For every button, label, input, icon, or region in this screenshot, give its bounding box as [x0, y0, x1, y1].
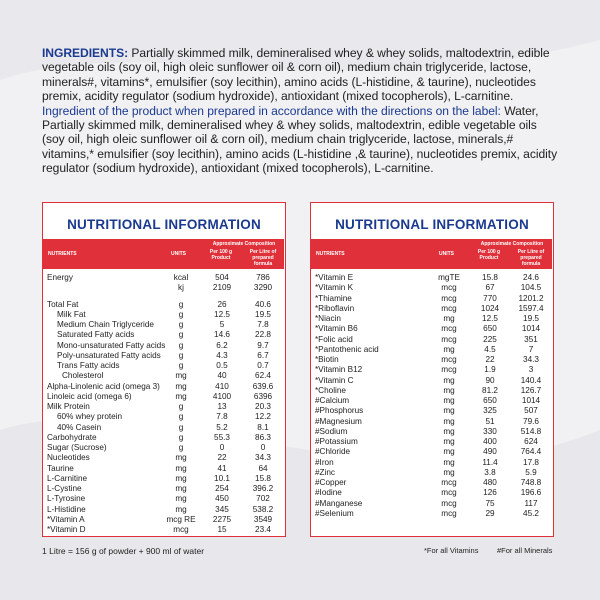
perlitre-value: 23.4 — [255, 525, 271, 534]
perlitre-value: 6.7 — [257, 350, 269, 360]
per100-value: 4.5 — [484, 344, 496, 354]
perlitre-value: 196.6 — [520, 488, 542, 498]
nutrient-name: #Calcium — [315, 396, 350, 405]
per100-value: 5 — [219, 320, 225, 329]
unit-cell: g — [178, 422, 184, 432]
perlitre-value: 22.8 — [255, 330, 271, 340]
unit-cell: mcg RE — [166, 514, 196, 524]
unit-cell: g — [178, 443, 184, 452]
per100-value: 504 — [215, 273, 229, 282]
per100-value: 650 — [483, 324, 497, 334]
nutrient-name: *Vitamin B6 — [315, 324, 358, 334]
nutrient-name: Milk Fat — [57, 309, 86, 319]
unit-cell: mg — [443, 447, 455, 457]
table-row — [43, 300, 284, 310]
nutrient-name: *Vitamin A — [47, 514, 85, 524]
perlitre-value: 45.2 — [523, 508, 539, 518]
perlitre-value: 12.2 — [255, 412, 271, 422]
per100-value: 1024 — [480, 303, 500, 313]
unit-cell: mg — [443, 467, 455, 477]
nutrient-name: Taurine — [47, 463, 74, 473]
nutrient-name: L-Carnitine — [47, 473, 88, 483]
nutrient-name: #Phosphorus — [315, 406, 364, 416]
unit-cell: g — [178, 361, 184, 370]
perlitre-value: 17.8 — [523, 457, 539, 467]
nutrient-name: #Iron — [315, 457, 334, 467]
perlitre-value: 538.2 — [252, 504, 274, 514]
perlitre-value: 7 — [528, 344, 534, 354]
header-units: UNITS — [171, 251, 186, 257]
nutrition-table-right — [310, 202, 554, 537]
perlitre-value: 514.8 — [520, 426, 542, 436]
nutrient-name: #Zinc — [315, 467, 336, 477]
perlitre-value: 1597.4 — [518, 303, 544, 313]
per100-value: 40 — [217, 371, 227, 381]
perlitre-value: 351 — [524, 334, 538, 344]
per100-value: 22 — [217, 453, 227, 463]
nutrient-name: Nucleotides — [47, 453, 90, 463]
per100-value: 480 — [483, 478, 497, 487]
per100-value: 330 — [483, 426, 497, 436]
nutrient-name: Cholesterol — [62, 371, 104, 381]
per100-value: 13 — [217, 402, 227, 411]
nutrient-name: #Iodine — [315, 488, 342, 498]
table-row — [43, 433, 284, 443]
per100-value: 650 — [483, 396, 497, 405]
table-row — [311, 294, 552, 304]
unit-cell: mcg — [441, 498, 457, 508]
nutrient-name: Milk Protein — [47, 402, 90, 411]
perlitre-value: 8.1 — [257, 422, 269, 432]
table-row — [43, 402, 284, 412]
table-row — [311, 376, 552, 386]
per100-value: 29 — [485, 508, 495, 518]
unit-cell: mg — [443, 437, 455, 446]
nutrient-name: *Choline — [315, 385, 346, 395]
nutrition-table-left — [42, 202, 286, 537]
per100-value: 15 — [217, 525, 227, 534]
table-row — [43, 494, 284, 504]
unit-cell: mcg — [441, 334, 457, 344]
perlitre-value: 0.7 — [257, 361, 269, 370]
per100-value: 75 — [485, 498, 495, 508]
per100-value: 254 — [215, 484, 229, 493]
nutrient-name: Saturated Fatty acids — [57, 330, 135, 340]
litre-footnote: 1 Litre = 156 g of powder + 900 ml of water — [42, 546, 205, 556]
unit-cell: g — [178, 340, 184, 350]
unit-cell: mg — [443, 426, 455, 436]
per100-value: 2275 — [212, 514, 232, 524]
perlitre-value: 507 — [524, 406, 538, 416]
per100-value: 6.2 — [216, 340, 228, 350]
nutrient-name: Medium Chain Triglyceride — [57, 320, 154, 329]
table-row — [43, 423, 284, 433]
per100-value: 14.6 — [214, 330, 230, 340]
perlitre-value: 62.4 — [255, 371, 271, 381]
table-row — [43, 484, 284, 494]
table-row — [43, 412, 284, 422]
per100-value: 3.8 — [484, 467, 496, 477]
unit-cell: mg — [175, 494, 187, 504]
unit-cell: g — [178, 432, 184, 442]
nutrient-name: 40% Casein — [57, 422, 102, 432]
ingredients-text: Partially skimmed milk, demineralised whey & whey solids, maltodextrin, edible vegetable oils (soy oil, high oleic sunflower oil & corn oil), medium chain triglyceride, lactose, minerals#, vitamins*, emulsifier (soy lecithin), amino acids (L-histidine, & taurine), nucleotides premix, acidity regulator (sodium hydroxide), antioxidant (mixed tocopherols), L-carnitine. — [42, 46, 550, 104]
per100-value: 67 — [485, 283, 495, 293]
nutrient-name: Mono-unsaturated Fatty acids — [57, 340, 166, 350]
nutrient-name: L-Tyrosine — [47, 494, 86, 504]
perlitre-value: 104.5 — [520, 283, 542, 293]
per100-value: 0.5 — [216, 361, 228, 370]
perlitre-value: 7.8 — [257, 320, 269, 329]
table-row — [311, 509, 552, 519]
table-row — [311, 447, 552, 457]
unit-cell: g — [178, 330, 184, 340]
nutrient-name: Trans Fatty acids — [57, 361, 120, 370]
nutrient-name: Total Fat — [47, 299, 79, 309]
table-row — [43, 351, 284, 361]
perlitre-value: 117 — [524, 498, 538, 508]
perlitre-value: 40.6 — [255, 299, 271, 309]
unit-cell: mcg — [173, 525, 189, 534]
perlitre-value: 6396 — [253, 391, 273, 401]
unit-cell: mcg — [441, 365, 457, 375]
unit-cell: mcg — [441, 293, 457, 303]
nutrient-name: *Vitamin C — [315, 375, 354, 385]
nutrient-name: Linoleic acid (omega 6) — [47, 391, 132, 401]
unit-cell: mcg — [441, 283, 457, 293]
unit-cell: mg — [175, 504, 187, 514]
perlitre-value: 748.8 — [520, 478, 542, 487]
per100-value: 490 — [483, 447, 497, 457]
perlitre-value: 19.5 — [255, 309, 271, 319]
per100-value: 1.9 — [484, 365, 496, 375]
unit-cell: g — [178, 299, 184, 309]
header-per100: Per 100 g Product — [477, 249, 501, 261]
table-row — [311, 478, 552, 488]
perlitre-value: 64 — [258, 463, 268, 473]
nutrient-name: #Chloride — [315, 447, 351, 457]
table-row — [311, 437, 552, 447]
table-row — [311, 273, 552, 283]
perlitre-value: 624 — [524, 437, 538, 446]
table-row — [43, 330, 284, 340]
nutrient-name: Energy — [47, 273, 73, 282]
nutrient-name: *Vitamin D — [47, 525, 86, 534]
nutrient-name: #Potassium — [315, 437, 358, 446]
unit-cell: kcal — [173, 273, 189, 282]
header-units: UNITS — [439, 251, 454, 257]
header-nutrients: NUTRIENTS — [316, 251, 345, 257]
table-row — [311, 335, 552, 345]
table-rows — [43, 273, 284, 535]
table-title: NUTRITIONAL INFORMATION — [67, 217, 261, 232]
unit-cell: mcg — [441, 478, 457, 487]
table-row — [43, 273, 284, 283]
prepared-text: Water, Partially skimmed milk, demineralised whey & whey solids, maltodextrin, edible vegetable oils (soy oil, high oleic sunflower oil & corn oil), medium chain triglyceride, lactose, minerals,# vitamins,* emulsifier (soy lecithin), amino acids (L-histidine ,& taurine), nucleotides premix, acidity regulator (sodium hydroxide), antioxidant (mixed tocopherols), L-carnitine. — [42, 103, 558, 176]
per100-value: 4.3 — [216, 350, 228, 360]
per100-value: 12.5 — [482, 314, 498, 323]
ingredients-heading: INGREDIENTS: — [42, 46, 129, 60]
nutrient-name: Sugar (Sucrose) — [47, 443, 107, 452]
unit-cell: mg — [175, 473, 187, 483]
vitamins-footnote: *For all Vitamins — [424, 546, 479, 555]
perlitre-value: 764.4 — [520, 447, 542, 457]
per100-value: 400 — [483, 437, 497, 446]
nutrient-name: *Vitamin K — [315, 283, 354, 293]
table-row — [311, 324, 552, 334]
table-row — [311, 499, 552, 509]
per100-value: 81.2 — [482, 385, 498, 395]
perlitre-value: 140.4 — [520, 375, 542, 385]
table-header-bar — [43, 239, 284, 269]
unit-cell: mg — [175, 453, 187, 463]
unit-cell: mcg — [441, 488, 457, 498]
nutrient-name: *Pantothenic acid — [315, 344, 379, 354]
table-title: NUTRITIONAL INFORMATION — [335, 217, 529, 232]
perlitre-value: 702 — [256, 494, 270, 504]
perlitre-value: 19.5 — [523, 314, 539, 323]
table-row — [311, 365, 552, 375]
table-rows — [311, 273, 552, 519]
nutrient-name: #Copper — [315, 478, 347, 487]
nutrient-name: *Vitamin E — [315, 273, 354, 282]
header-approx: Approximate Composition — [212, 241, 276, 247]
unit-cell: mg — [443, 385, 455, 395]
nutrient-name: *Folic acid — [315, 334, 353, 344]
unit-cell: mcg — [441, 355, 457, 364]
table-row — [43, 474, 284, 484]
perlitre-value: 24.6 — [523, 273, 539, 282]
header-approx: Approximate Composition — [480, 241, 544, 247]
table-row — [311, 283, 552, 293]
per100-value: 325 — [483, 406, 497, 416]
perlitre-value: 5.9 — [525, 467, 537, 477]
perlitre-value: 34.3 — [255, 453, 271, 463]
nutrient-name: *Biotin — [315, 355, 339, 364]
perlitre-value: 126.7 — [520, 385, 542, 395]
unit-cell: g — [178, 402, 184, 411]
unit-cell: g — [178, 350, 184, 360]
nutrient-name: #Sodium — [315, 426, 348, 436]
perlitre-value: 86.3 — [255, 432, 271, 442]
perlitre-value: 396.2 — [252, 484, 274, 493]
unit-cell: mg — [443, 344, 455, 354]
table-row — [43, 453, 284, 463]
table-row — [311, 314, 552, 324]
table-row — [43, 525, 284, 535]
table-row — [311, 458, 552, 468]
perlitre-value: 0 — [260, 443, 266, 452]
per100-value: 10.1 — [214, 473, 230, 483]
per100-value: 41 — [217, 463, 227, 473]
table-row — [311, 406, 552, 416]
unit-cell: mg — [175, 381, 187, 391]
table-row — [43, 371, 284, 381]
per100-value: 126 — [483, 488, 497, 498]
nutrient-name: #Manganese — [315, 498, 363, 508]
perlitre-value: 786 — [256, 273, 270, 282]
perlitre-value: 3290 — [253, 283, 273, 293]
table-row — [43, 341, 284, 351]
nutrient-name: *Vitamin B12 — [315, 365, 363, 375]
per100-value: 11.4 — [482, 457, 498, 467]
nutrient-name: Poly-unsaturated Fatty acids — [57, 350, 161, 360]
perlitre-value: 3 — [528, 365, 534, 375]
nutrient-name: Alpha-Linolenic acid (omega 3) — [47, 381, 160, 391]
table-row — [311, 304, 552, 314]
nutrient-name: *Riboflavin — [315, 303, 355, 313]
unit-cell: mg — [443, 457, 455, 467]
per100-value: 26 — [217, 299, 227, 309]
per100-value: 12.5 — [214, 309, 230, 319]
table-row — [311, 417, 552, 427]
table-row — [43, 515, 284, 525]
nutrient-name: 60% whey protein — [57, 412, 123, 422]
per100-value: 225 — [483, 334, 497, 344]
table-row — [43, 361, 284, 371]
per100-value: 0 — [219, 443, 225, 452]
table-row — [311, 396, 552, 406]
minerals-footnote: #For all Minerals — [497, 546, 553, 555]
nutrient-name: L-Histidine — [47, 504, 86, 514]
table-header-bar — [311, 239, 552, 269]
table-row — [43, 283, 284, 293]
unit-cell: mg — [443, 416, 455, 426]
per100-value: 2109 — [212, 283, 232, 293]
perlitre-value: 79.6 — [523, 416, 539, 426]
header-perlitre: Per Litre of prepared formula — [249, 249, 277, 267]
per100-value: 450 — [215, 494, 229, 504]
header-perlitre: Per Litre of prepared formula — [517, 249, 545, 267]
table-row — [311, 345, 552, 355]
table-row — [43, 320, 284, 330]
table-row — [311, 355, 552, 365]
prepared-heading: Ingredient of the product when prepared in accordance with the directions on the label: — [42, 103, 501, 118]
table-row — [311, 488, 552, 498]
per100-value: 4100 — [212, 391, 232, 401]
nutrient-name: L-Cystine — [47, 484, 82, 493]
unit-cell: kj — [178, 283, 184, 293]
per100-value: 90 — [485, 375, 495, 385]
header-nutrients: NUTRIENTS — [48, 251, 77, 257]
table-row — [43, 505, 284, 515]
header-per100: Per 100 g Product — [209, 249, 233, 261]
unit-cell: mcg — [441, 508, 457, 518]
nutrient-name: *Thiamine — [315, 293, 352, 303]
unit-cell: mcg — [441, 303, 457, 313]
ingredients-block — [42, 46, 562, 176]
unit-cell: mg — [443, 314, 455, 323]
table-row — [311, 468, 552, 478]
perlitre-value: 9.7 — [257, 340, 269, 350]
nutrient-name: #Magnesium — [315, 416, 362, 426]
per100-value: 410 — [215, 381, 229, 391]
perlitre-value: 20.3 — [255, 402, 271, 411]
unit-cell: mg — [175, 371, 187, 381]
table-row — [43, 392, 284, 402]
unit-cell: mg — [175, 484, 187, 493]
perlitre-value: 1201.2 — [518, 293, 544, 303]
nutrient-name: Carbohydrate — [47, 432, 97, 442]
table-row — [43, 443, 284, 453]
nutrient-name: *Niacin — [315, 314, 341, 323]
per100-value: 51 — [485, 416, 495, 426]
unit-cell: mcg — [441, 324, 457, 334]
unit-cell: mg — [175, 463, 187, 473]
perlitre-value: 1014 — [521, 396, 541, 405]
per100-value: 7.8 — [216, 412, 228, 422]
per100-value: 770 — [483, 293, 497, 303]
per100-value: 5.2 — [216, 422, 228, 432]
unit-cell: g — [178, 412, 184, 422]
per100-value: 345 — [215, 504, 229, 514]
perlitre-value: 3549 — [253, 514, 273, 524]
unit-cell: g — [178, 320, 184, 329]
per100-value: 15.8 — [482, 273, 498, 282]
table-row — [43, 382, 284, 392]
unit-cell: g — [178, 309, 184, 319]
per100-value: 55.3 — [214, 432, 230, 442]
nutrient-name: #Selenium — [315, 508, 354, 518]
perlitre-value: 34.3 — [523, 355, 539, 364]
table-row — [43, 310, 284, 320]
unit-cell: mg — [443, 406, 455, 416]
table-row — [311, 386, 552, 396]
unit-cell: mgTE — [438, 273, 460, 282]
perlitre-value: 639.6 — [252, 381, 274, 391]
unit-cell: mg — [443, 396, 455, 405]
perlitre-value: 1014 — [521, 324, 541, 334]
unit-cell: mg — [175, 391, 187, 401]
table-row — [43, 464, 284, 474]
per100-value: 22 — [485, 355, 495, 364]
unit-cell: mg — [443, 375, 455, 385]
table-row — [311, 427, 552, 437]
perlitre-value: 15.8 — [255, 473, 271, 483]
